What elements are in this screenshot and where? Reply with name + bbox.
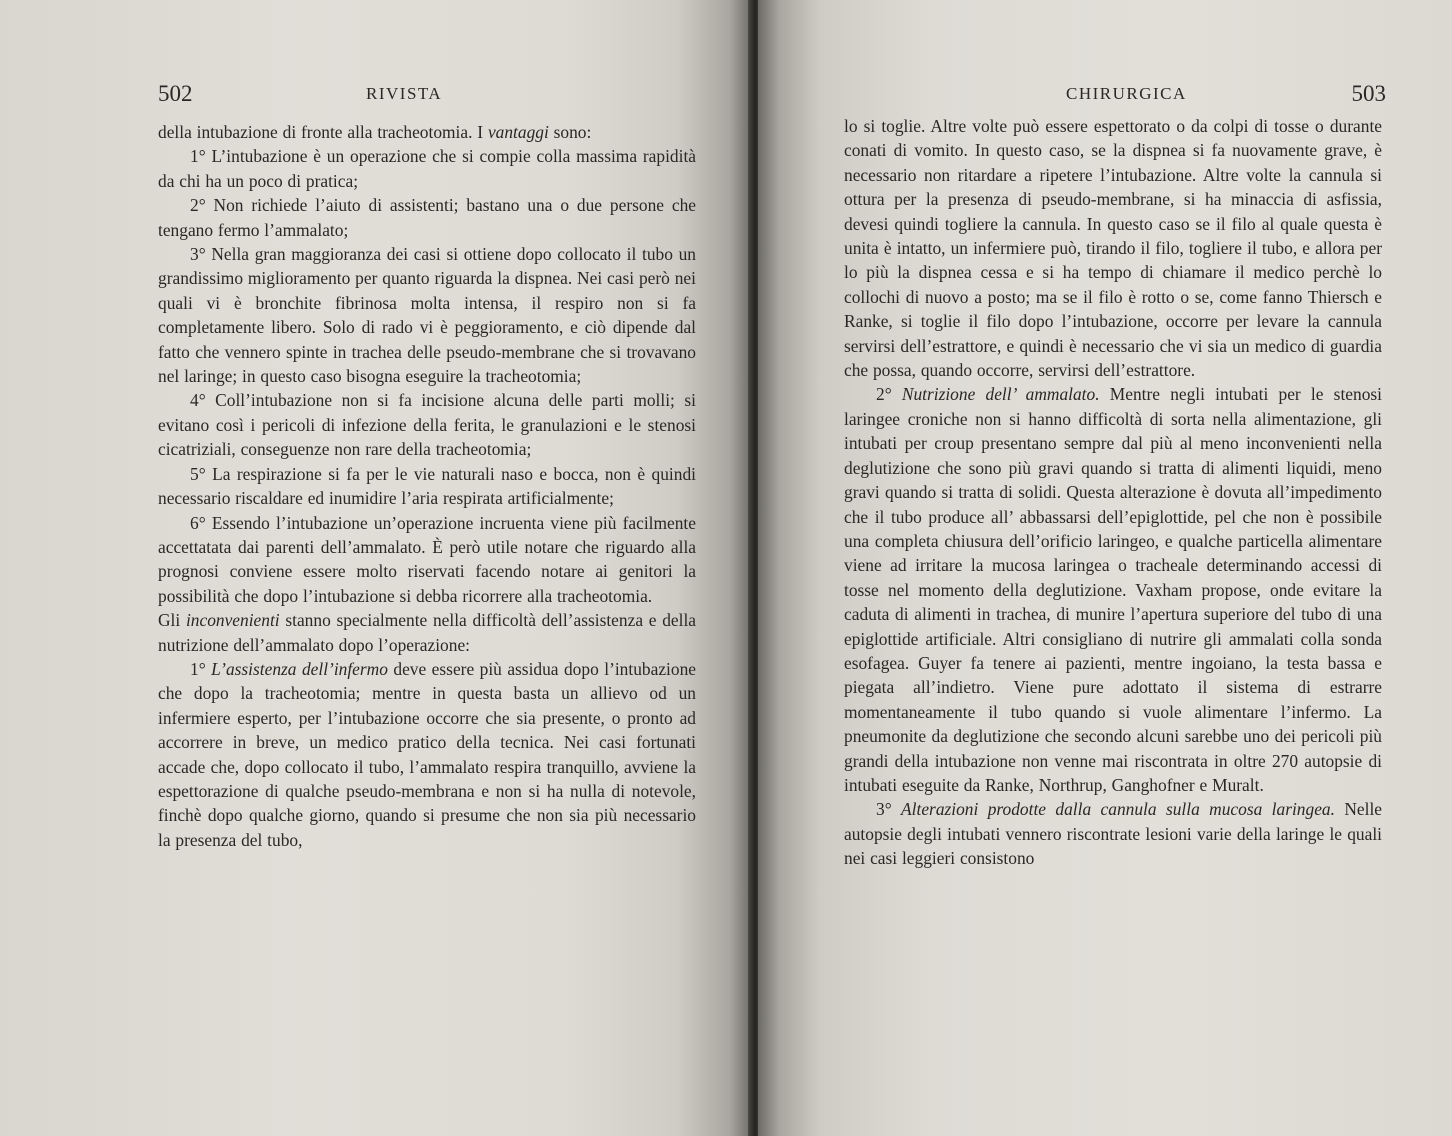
paragraph [844,382,1382,797]
paragraph [158,462,696,511]
italic-text: Nutrizione dell’ ammalato. [901,384,1100,405]
paragraph [844,114,1382,382]
page-number-left: 502 [158,81,193,106]
text-run: Nelle autopsie degli intubati vennero riscontrate lesioni varie della laringe le quali nei casi leggieri consistono [844,799,1382,869]
paragraph [158,388,696,461]
text-run: 3° Nella gran maggioranza dei casi si ottiene dopo collocato il tubo un grandissimo miglioramento per quanto riguarda la dispnea. Nei casi però nei quali vi è bronchite fibrinosa molta intensa, il respiro non si fa completamente libero. Solo di rado vi è peggioramento, e ciò dipende dal fatto che vennero spinte in trachea delle pseudo-membrane che si trovavano nel laringe; in questo caso bisogna eseguire la tracheotomia; [158,244,696,387]
right-page [758,0,1452,1136]
italic-text: L’assistenza dell’infermo [211,658,388,679]
italic-text: inconvenienti [185,610,280,631]
right-page-body [844,114,1382,871]
text-run: stanno specialmente nella difficoltà dell’assistenza e della nutrizione dell’ammalato dopo l’operazione: [158,610,696,655]
italic-text: Alterazioni prodotte dalla cannula sulla mucosa laringea. [901,799,1335,820]
left-page-body [158,120,696,852]
paragraph [158,144,696,193]
text-run: 6° Essendo l’intubazione un’operazione incruenta viene più facilmente accettatata dai parenti dell’ammalato. È però utile notare che riguardo alla prognosi conviene essere molto riservati facendo notare ai genitori la possibilità che dopo l’intubazione si debba ricorrere alla tracheotomia. [158,512,696,606]
paragraph [158,120,696,144]
text-run: lo si toglie. Altre volte può essere espettorato o da colpi di tosse o durante conati di vomito. In questo caso, se la dispnea si fa nuovamente grave, è necessario non ritardare a ripetere l’intubazione. Altre volte la cannula si ottura per la presenza di pseudo-membrane, si ha minaccia di asfissia, devesi quindi togliere la cannula. In questo caso se il filo al quale questa è unita è intatto, un infermiere può, tirando il filo, togliere il tubo, e allora per lo più la dispnea cessa e si ha tempo di chiamare il medico perchè lo collochi di nuovo a posto; ma se il filo è rotto o se, come fanno Thiersch e Ranke, si toglie il filo dopo l’intubazione, occorre per levare la cannula servirsi dell’estrattore, e quindi è necessario che vi sia un medico di guardia che possa, quando occorre, servirsi dell’estrattore. [844,116,1382,381]
text-run: 4° Coll’intubazione non si fa incisione alcuna delle parti molli; si evitano così i pericoli di infezione della ferita, le granulazioni e le stenosi cicatriziali, conseguenze non rare della tracheotomia; [158,390,696,460]
text-run: 1° [190,658,212,679]
paragraph [844,797,1382,870]
text-run: 1° L’intubazione è un operazione che si compie colla massima rapidità da chi ha un poco di pratica; [158,146,696,191]
paragraph [158,242,696,388]
text-run: della intubazione di fronte alla tracheotomia. I [158,122,488,142]
paragraph [158,608,696,657]
italic-text: vantaggi [487,122,549,142]
text-run: deve essere più assidua dopo l’intubazione che dopo la tracheotomia; mentre in questa basta un allievo od un infermiere esperto, per l’intubazione occorre che sia presente, o pronto ad accorrere in breve, un medico pratico della tecnica. Nei casi fortunati accade che, dopo collocato il tubo, l’ammalato respira tranquillo, avviene la espettorazione di qualche pseudo-membrana e non si ha nulla di notevole, finchè dopo qualche giorno, quando si presume che non sia più necessario la presenza del tubo, [158,658,696,850]
text-run: Mentre negli intubati per le stenosi laringee croniche non si hanno difficoltà di sorta nella alimentazione, gli intubati per croup presentano sempre dal più al meno inconvenienti nella deglutizione che sono più gravi quando si tratta di alimenti liquidi, meno gravi quando si tratta di solidi. Questa alterazione è dovuta all’impedimento che il tubo produce all’ abbassarsi dell’epiglottide, pel che non è possibile una completa chiusura dell’orificio laringeo, e qualche particella alimentare viene ad irritare la mucosa laringea o tracheale determinando accessi di tosse nel momento della deglutizione. Vaxham propose, onde evitare la caduta di alimenti in trachea, di munire l’apertura superiore del tubo di una epiglottide artificiale. Altri consigliano di nutrire gli ammalati colla sonda esofagea. Guyer fa tenere ai pazienti, mentre ingoiano, la testa bassa e piegata all’indietro. Viene pure adottato il sistema di estrarre momentaneamente il tubo quando si vuole alimentare l’infermo. La pneumonite da deglutizione che secondo alcuni sarebbe uno dei pericoli più grandi della intubazione non venne mai riscontrata in oltre 270 autopsie di intubati eseguite da Ranke, Northrup, Ganghofner e Muralt. [844,384,1382,795]
running-head-title-left: RIVISTA [366,84,443,103]
paragraph [158,657,696,852]
paragraph [158,193,696,242]
text-run: 3° [876,799,902,820]
running-head-title-right: CHIRURGICA [1066,84,1187,103]
text-run: 2° Non richiede l’aiuto di assistenti; bastano una o due persone che tengano fermo l’ammalato; [158,195,696,240]
text-run: Gli [158,610,186,631]
text-run: sono: [548,122,592,142]
text-run: 2° [876,384,902,405]
text-run: 5° La respirazione si fa per le vie naturali naso e bocca, non è quindi necessario riscaldare ed inumidire l’aria respirata artificialmente; [158,463,696,509]
paragraph [158,511,696,609]
page-number-right: 503 [1351,81,1386,106]
